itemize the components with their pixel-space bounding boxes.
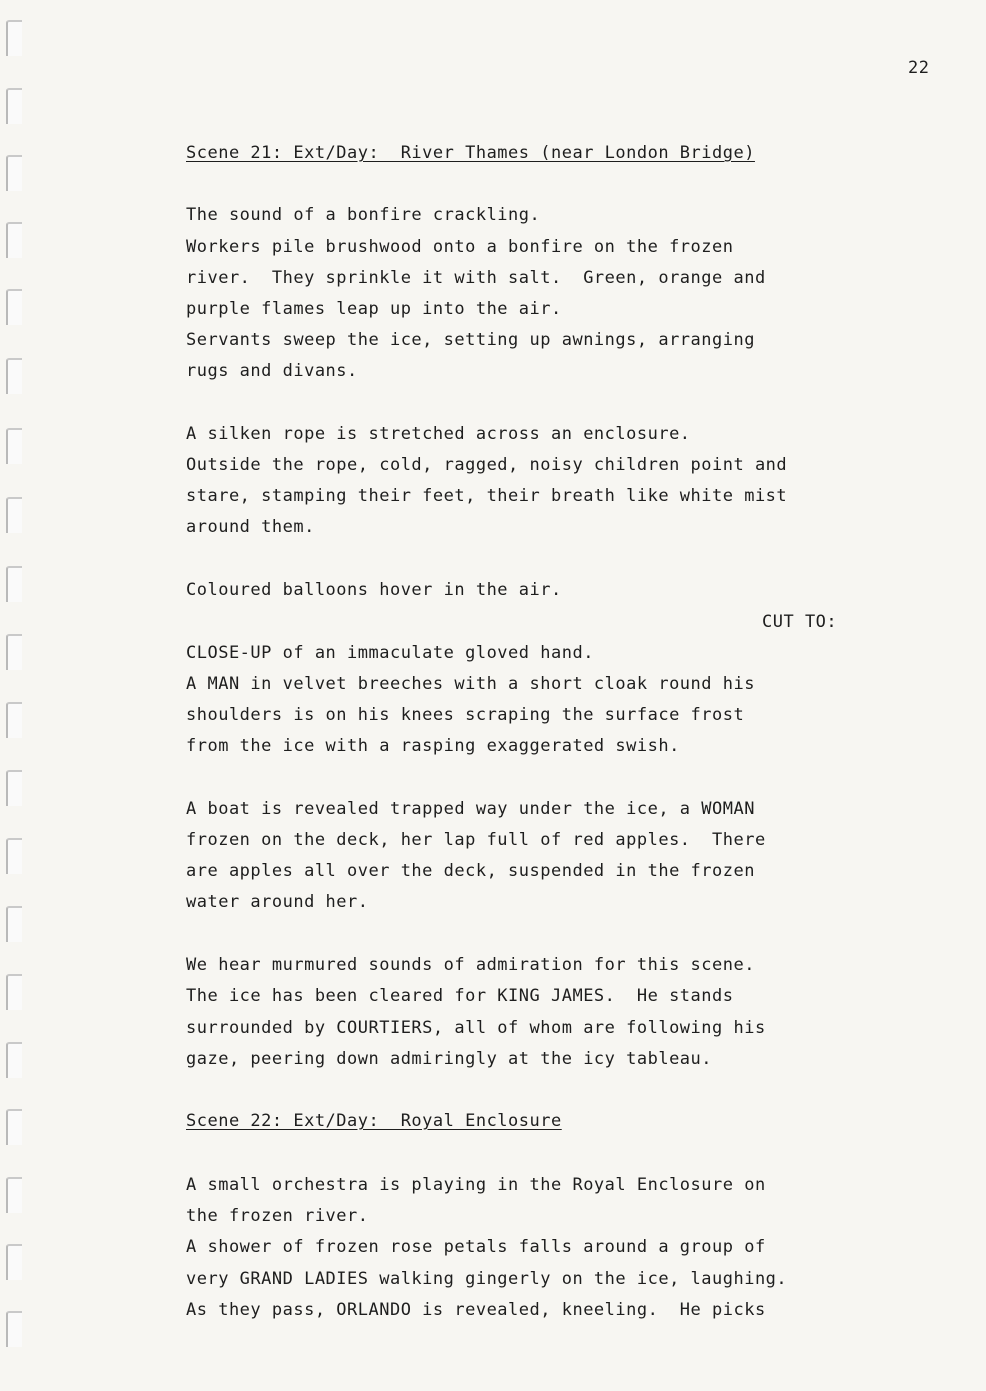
binder-hole <box>6 702 22 738</box>
action-line: A small orchestra is playing in the Royal Enclosure on <box>186 1175 766 1195</box>
action-line: water around her. <box>186 892 369 912</box>
binder-hole <box>6 566 22 602</box>
action-line: As they pass, ORLANDO is revealed, kneeling. He picks <box>186 1300 766 1320</box>
binder-hole <box>6 906 22 942</box>
action-line: A MAN in velvet breeches with a short cloak round his <box>186 674 755 694</box>
action-line: gaze, peering down admiringly at the icy tableau. <box>186 1049 713 1069</box>
action-line: from the ice with a rasping exaggerated swish. <box>186 736 680 756</box>
binder-hole <box>6 770 22 806</box>
action-line: purple flames leap up into the air. <box>186 299 562 319</box>
action-line: Workers pile brushwood onto a bonfire on the frozen <box>186 237 734 257</box>
binder-holes <box>0 0 28 1391</box>
action-line: Servants sweep the ice, setting up awnings, arranging <box>186 330 755 350</box>
action-line: shoulders is on his knees scraping the surface frost <box>186 705 745 725</box>
action-line: around them. <box>186 517 315 537</box>
action-line: river. They sprinkle it with salt. Green, orange and <box>186 268 766 288</box>
binder-hole <box>6 289 22 325</box>
binder-hole <box>6 1042 22 1078</box>
action-line: very GRAND LADIES walking gingerly on the ice, laughing. <box>186 1269 788 1289</box>
binder-hole <box>6 358 22 394</box>
action-line: surrounded by COURTIERS, all of whom are following his <box>186 1018 766 1038</box>
binder-hole <box>6 428 22 464</box>
action-line: A silken rope is stretched across an enclosure. <box>186 424 691 444</box>
action-line: A shower of frozen rose petals falls around a group of <box>186 1237 766 1257</box>
scene-heading: Scene 22: Ext/Day: Royal Enclosure <box>186 1111 562 1131</box>
action-line: stare, stamping their feet, their breath like white mist <box>186 486 788 506</box>
action-line: The sound of a bonfire crackling. <box>186 205 541 225</box>
action-line: The ice has been cleared for KING JAMES. He stands <box>186 986 734 1006</box>
binder-hole <box>6 1244 22 1280</box>
action-line: Coloured balloons hover in the air. <box>186 580 562 600</box>
action-line: We hear murmured sounds of admiration for this scene. <box>186 955 755 975</box>
action-line: are apples all over the deck, suspended in the frozen <box>186 861 755 881</box>
binder-hole <box>6 1177 22 1213</box>
binder-hole <box>6 1311 22 1347</box>
binder-hole <box>6 20 22 56</box>
scene-heading: Scene 21: Ext/Day: River Thames (near London Bridge) <box>186 143 755 163</box>
action-line: frozen on the deck, her lap full of red apples. There <box>186 830 766 850</box>
binder-hole <box>6 974 22 1010</box>
binder-hole <box>6 222 22 258</box>
binder-hole <box>6 1109 22 1145</box>
action-line: the frozen river. <box>186 1206 369 1226</box>
page-number: 22 <box>908 58 930 78</box>
action-line: CLOSE-UP of an immaculate gloved hand. <box>186 643 594 663</box>
binder-hole <box>6 497 22 533</box>
transition-cut-to: CUT TO: <box>762 612 838 632</box>
action-line: A boat is revealed trapped way under the ice, a WOMAN <box>186 799 755 819</box>
action-line: rugs and divans. <box>186 361 358 381</box>
action-line: Outside the rope, cold, ragged, noisy children point and <box>186 455 788 475</box>
binder-hole <box>6 634 22 670</box>
binder-hole <box>6 838 22 874</box>
binder-hole <box>6 88 22 124</box>
binder-hole <box>6 155 22 191</box>
